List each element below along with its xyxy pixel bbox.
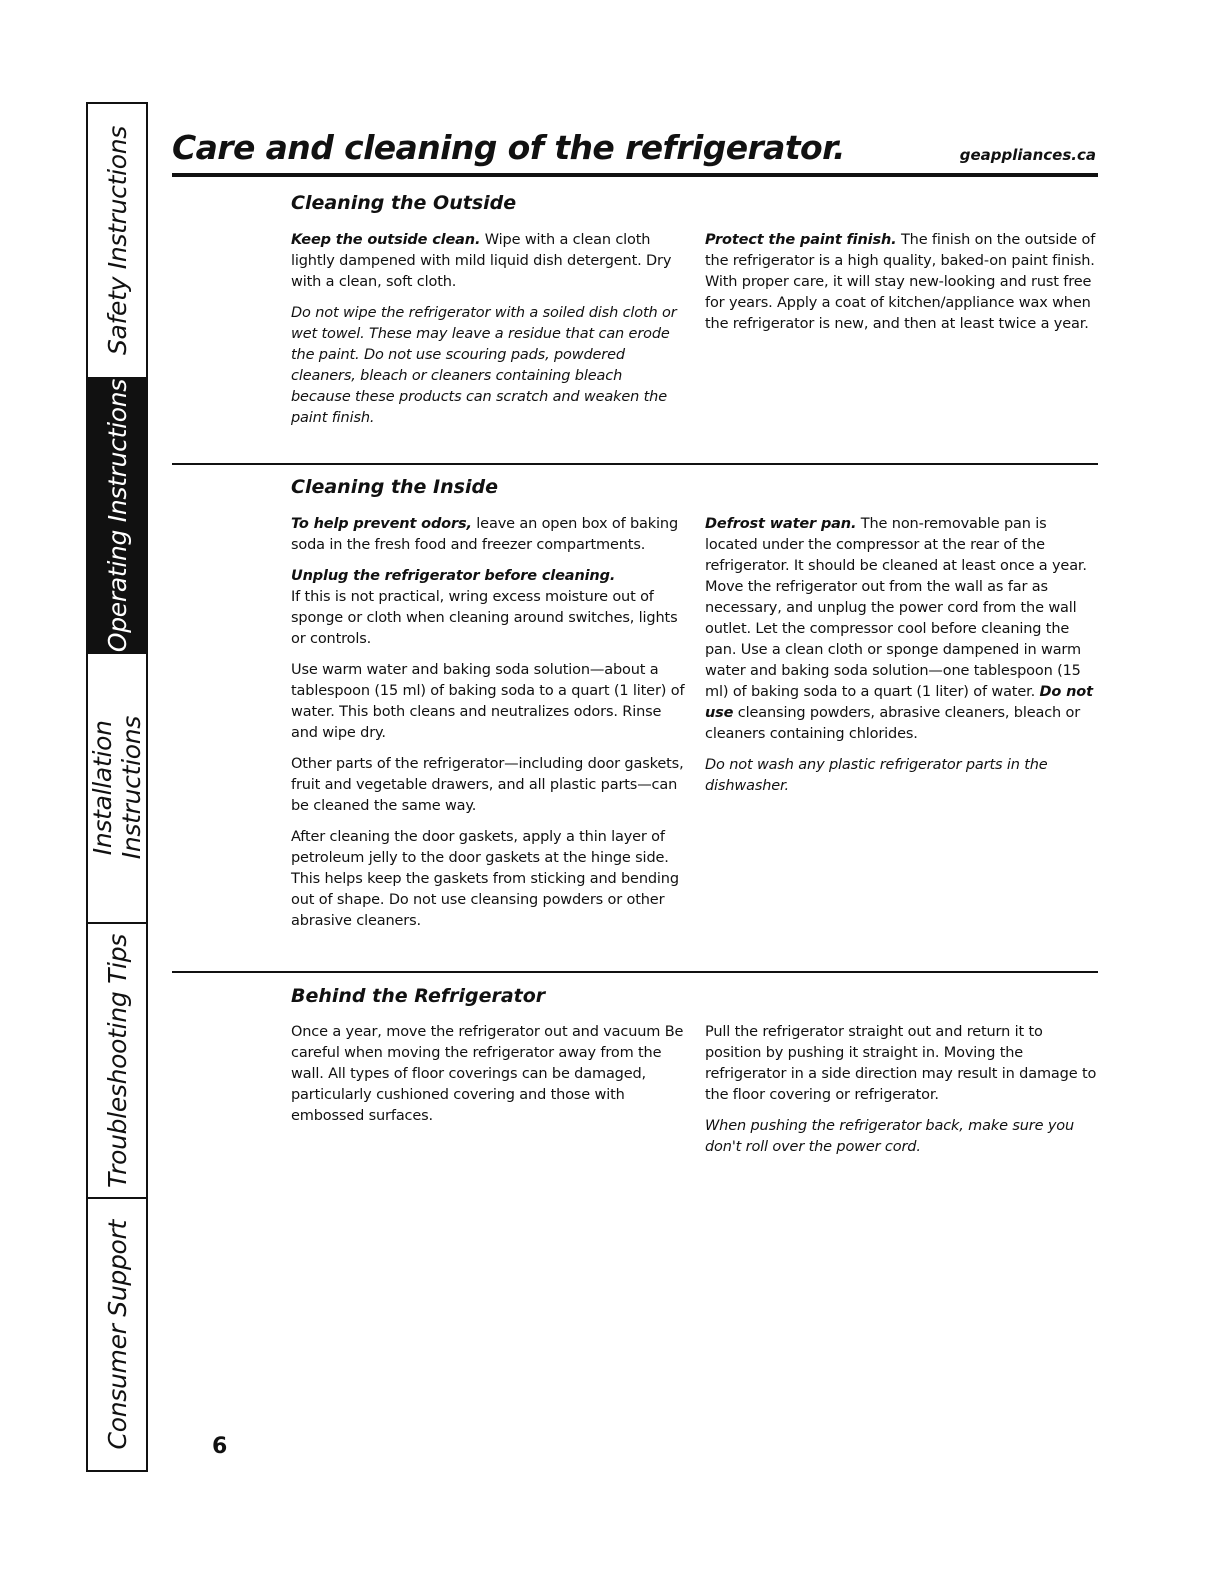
section-divider	[172, 463, 1098, 465]
paragraph	[291, 514, 686, 556]
tab-consumer-support[interactable]	[88, 1199, 146, 1470]
body-text: The finish on the outside of the refrigerator is a high quality, baked-on paint finish. With proper care, it will stay new-looking and rust free for years. Apply a coat of kitchen/appliance wax when the refrigerator is new, and then at least twice a year.	[705, 232, 1096, 332]
body-text: The non-removable pan is located under the compressor at the rear of the refrigerator. It should be cleaned at least once a year. Move the refrigerator out from the wall as far as necessary, and unplug the power cord from the wall outlet. Let the compressor cool before cleaning the pan. Use a clean cloth or sponge dampened in warm water and baking soda solution—one tablespoon (15 ml) of baking soda to a quart (1 liter) of water.	[705, 516, 1087, 700]
paragraph: Once a year, move the refrigerator out and vacuum Be careful when moving the refrigerator away from the wall. All types of floor coverings can be damaged, particularly cushioned covering and those with embossed surfaces.	[291, 1024, 684, 1124]
lead-text: To help prevent odors,	[291, 516, 472, 532]
inside-left-column	[291, 514, 686, 942]
inside-right-column	[705, 514, 1100, 807]
body-text: leave an open box of baking soda in the fresh food and freezer compartments.	[291, 516, 678, 553]
lead-text: Defrost water pan.	[705, 516, 857, 532]
tab-label: Consumer Support	[102, 1219, 132, 1450]
tab-safety-instructions[interactable]	[88, 104, 146, 379]
section-divider	[172, 971, 1098, 973]
paragraph	[291, 566, 686, 650]
note-text: Do not wash any plastic refrigerator parts in the dishwasher.	[705, 757, 1048, 794]
tab-label: Safety Instructions	[102, 125, 132, 356]
lead-text: Unplug the refrigerator before cleaning.	[291, 568, 616, 584]
outside-right-column	[705, 230, 1100, 345]
tab-label: Installation Instructions	[88, 716, 146, 860]
section-heading-inside: Cleaning the Inside	[291, 476, 498, 498]
note-text: When pushing the refrigerator back, make sure you don't roll over the power cord.	[705, 1118, 1075, 1155]
paragraph	[705, 230, 1100, 335]
emphasis-text: Do not use	[705, 684, 1093, 721]
lead-text: Keep the outside clean.	[291, 232, 481, 248]
page-title: Care and cleaning of the refrigerator.	[172, 128, 845, 167]
header-divider	[172, 173, 1098, 177]
page-number: 6	[212, 1434, 228, 1459]
tab-label: Operating Instructions	[102, 378, 132, 653]
section-tab-bar	[86, 102, 148, 1472]
behind-left-column	[291, 1022, 686, 1137]
body-text: cleansing powders, abrasive cleaners, bleach or cleaners containing chlorides.	[705, 705, 1081, 742]
body-text: If this is not practical, wring excess moisture out of sponge or cloth when cleaning around switches, lights or controls.	[291, 589, 678, 647]
section-heading-behind: Behind the Refrigerator	[291, 985, 546, 1007]
tab-label: Troubleshooting Tips	[102, 933, 132, 1188]
warning-text: Do not wipe the refrigerator with a soiled dish cloth or wet towel. These may leave a residue that can erode the paint. Do not use scouring pads, powdered cleaners, bleach or cleaners containing bleach because these products can scratch and weaken the paint finish.	[291, 305, 677, 426]
tab-operating-instructions[interactable]	[88, 379, 146, 654]
website-link[interactable]: geappliances.ca	[959, 146, 1096, 164]
lead-text: Protect the paint finish.	[705, 232, 897, 248]
body-text: Wipe with a clean cloth lightly dampened with mild liquid dish detergent. Dry with a clean, soft cloth.	[291, 232, 672, 290]
paragraph: Pull the refrigerator straight out and return it to position by pushing it straight in. Moving the refrigerator in a side direction may result in damage to the floor covering or refrigerator.	[705, 1024, 1097, 1103]
outside-left-column	[291, 230, 686, 439]
tab-installation-instructions[interactable]	[88, 654, 146, 924]
tab-troubleshooting-tips[interactable]	[88, 924, 146, 1199]
paragraph: After cleaning the door gaskets, apply a thin layer of petroleum jelly to the door gaskets at the hinge side. This helps keep the gaskets from sticking and bending out of shape. Do not use cleansing powders or other abrasive cleaners.	[291, 829, 679, 929]
paragraph: Other parts of the refrigerator—including door gaskets, fruit and vegetable drawers, and all plastic parts—can be cleaned the same way.	[291, 756, 684, 814]
behind-right-column	[705, 1022, 1100, 1168]
paragraph	[705, 514, 1100, 745]
section-heading-outside: Cleaning the Outside	[291, 192, 517, 214]
paragraph	[291, 230, 686, 293]
paragraph: Use warm water and baking soda solution—about a tablespoon (15 ml) of baking soda to a quart (1 liter) of water. This both cleans and neutralizes odors. Rinse and wipe dry.	[291, 662, 685, 741]
